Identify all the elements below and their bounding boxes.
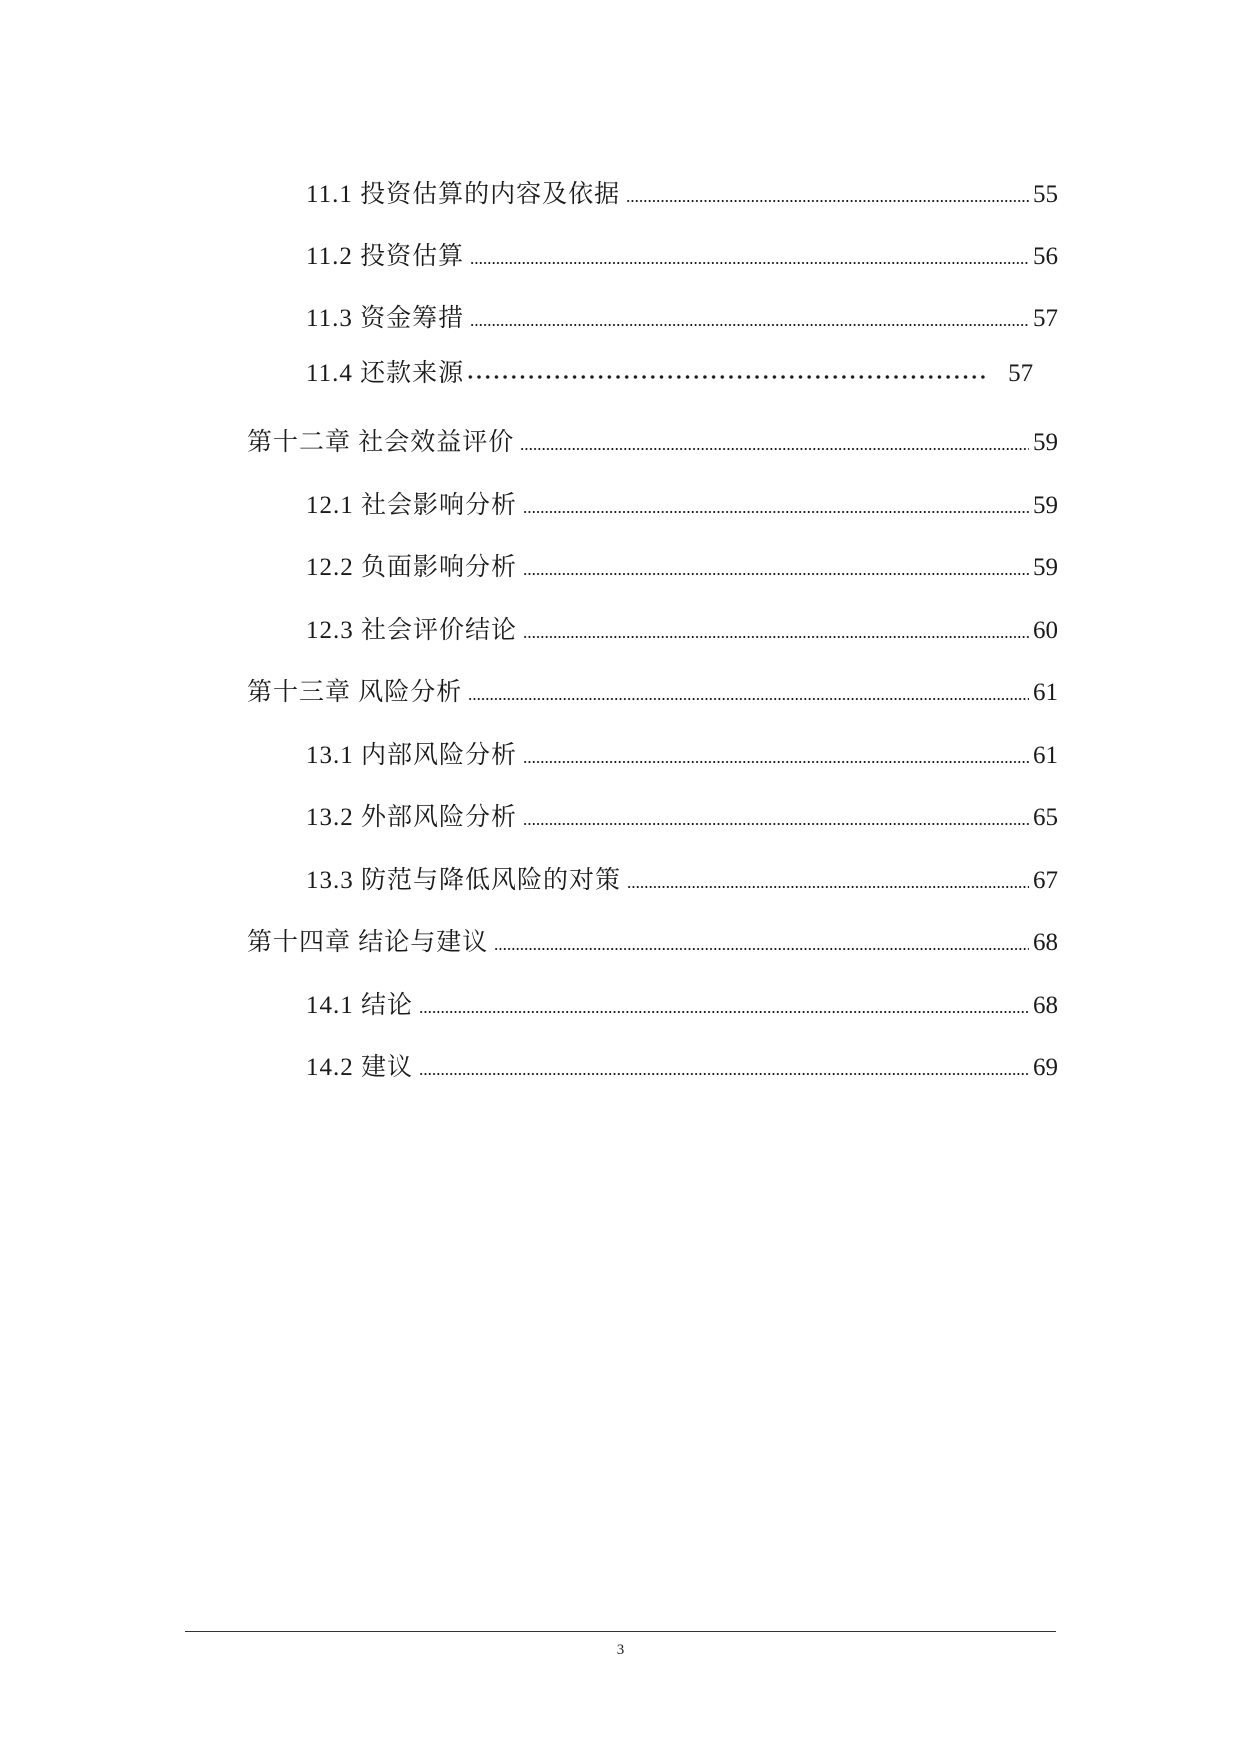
toc-entry-title: 14.2 建议 — [306, 1054, 414, 1081]
toc-entry[interactable] — [306, 294, 1058, 334]
toc-entry-title: 12.3 社会评价结论 — [306, 617, 518, 644]
toc-dot-leader — [470, 261, 1029, 265]
toc-entry-page: 55 — [1033, 181, 1058, 208]
toc-dot-leader — [468, 697, 1029, 701]
toc-dot-leader — [523, 572, 1029, 576]
toc-entry-title: 11.4 还款来源 — [306, 360, 465, 387]
toc-entry-page: 57 — [1008, 360, 1034, 387]
toc-entry[interactable] — [306, 543, 1058, 583]
toc-entry[interactable] — [306, 793, 1058, 833]
toc-entry-title: 13.3 防范与降低风险的对策 — [306, 867, 622, 894]
toc-entry-page: 65 — [1033, 804, 1058, 831]
toc-dot-leader — [523, 635, 1029, 639]
toc-chapter-entry[interactable] — [247, 668, 1058, 708]
toc-entry[interactable] — [306, 170, 1058, 210]
toc-entry-page: 59 — [1033, 554, 1058, 581]
toc-entry[interactable] — [306, 232, 1058, 272]
toc-entry[interactable] — [306, 1043, 1058, 1083]
toc-entry-page: 59 — [1033, 492, 1058, 519]
toc-dot-leader — [470, 323, 1029, 327]
toc-entry[interactable] — [306, 606, 1058, 646]
toc-dot-leader — [626, 199, 1029, 203]
toc-entry-title: 12.1 社会影响分析 — [306, 492, 518, 519]
page-number: 3 — [616, 1642, 625, 1658]
toc-entry-title: 11.2 投资估算 — [306, 243, 465, 270]
toc-entry[interactable] — [306, 481, 1058, 521]
toc-entry-title: 第十四章 结论与建议 — [247, 929, 489, 956]
toc-entry-title: 第十二章 社会效益评价 — [247, 429, 515, 456]
toc-entry[interactable] — [306, 349, 1058, 389]
toc-dot-leader — [523, 822, 1029, 826]
toc-entry-page: 68 — [1033, 992, 1058, 1019]
toc-entry[interactable] — [306, 856, 1058, 896]
toc-entry-page: 69 — [1033, 1054, 1058, 1081]
toc-dot-leader — [523, 760, 1029, 764]
toc-entry-page: 61 — [1033, 679, 1058, 706]
toc-entry-page: 68 — [1033, 929, 1058, 956]
toc-entry-title: 11.1 投资估算的内容及依据 — [306, 181, 621, 208]
footer-divider — [185, 1631, 1056, 1632]
toc-dot-leader — [494, 947, 1029, 951]
toc-chapter-entry[interactable] — [247, 918, 1058, 958]
toc-entry[interactable] — [306, 981, 1058, 1021]
toc-entry-page: 61 — [1033, 742, 1058, 769]
toc-entry-title: 14.1 结论 — [306, 992, 414, 1019]
toc-entry-title: 13.2 外部风险分析 — [306, 804, 518, 831]
toc-dot-leader — [466, 374, 988, 380]
toc-chapter-entry[interactable] — [247, 418, 1058, 458]
toc-dot-leader — [520, 447, 1029, 451]
toc-entry-title: 第十三章 风险分析 — [247, 679, 463, 706]
toc-entry-page: 67 — [1033, 867, 1058, 894]
toc-dot-leader — [419, 1010, 1029, 1014]
toc-entry-page: 57 — [1033, 305, 1058, 332]
toc-entry-title: 12.2 负面影响分析 — [306, 554, 518, 581]
toc-entry-title: 13.1 内部风险分析 — [306, 742, 518, 769]
toc-entry-title: 11.3 资金筹措 — [306, 305, 465, 332]
toc-entry-page: 59 — [1033, 429, 1058, 456]
toc-dot-leader — [419, 1072, 1029, 1076]
toc-entry-page: 56 — [1033, 243, 1058, 270]
toc-dot-leader — [523, 510, 1029, 514]
toc-entry-page: 60 — [1033, 617, 1058, 644]
toc-entry[interactable] — [306, 731, 1058, 771]
toc-dot-leader — [627, 885, 1029, 889]
